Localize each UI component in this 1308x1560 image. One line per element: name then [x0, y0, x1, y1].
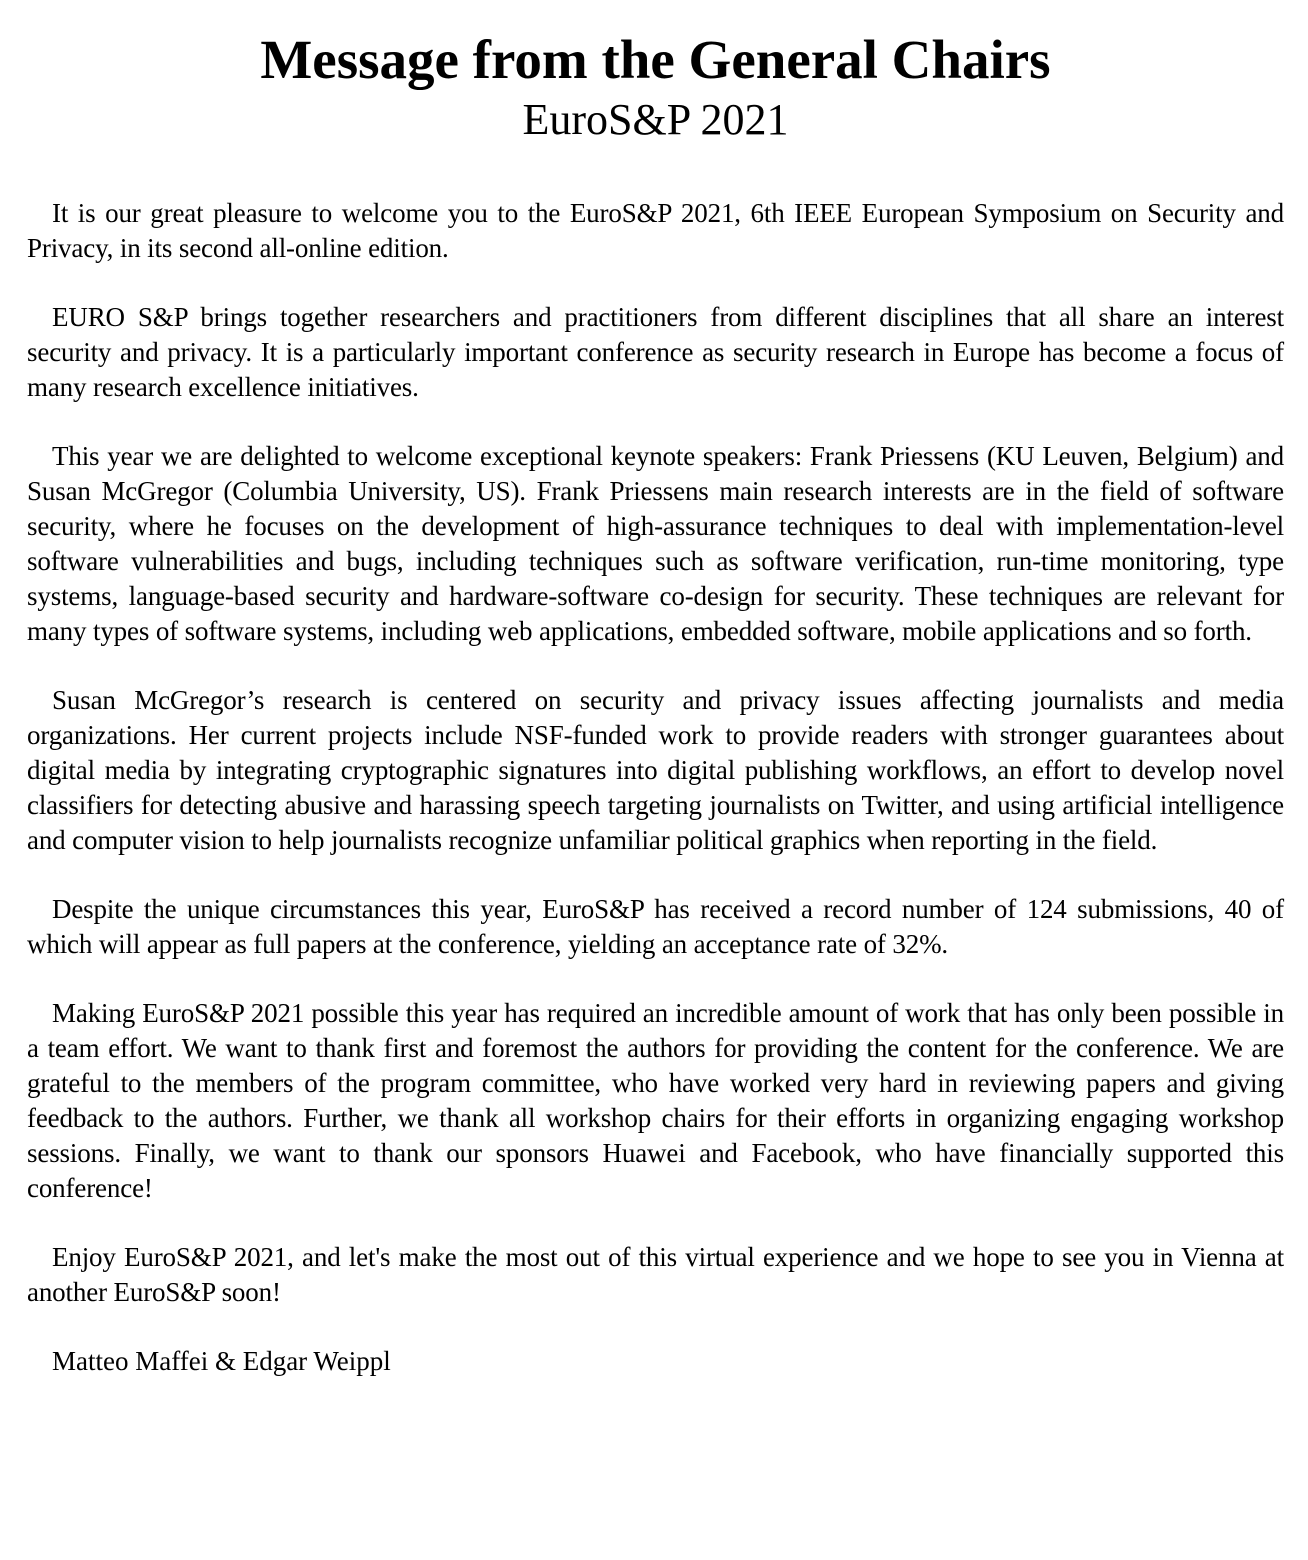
- paragraph-about-conference: EURO S&P brings together researchers and practitioners from different disciplines that all share an interest security and privacy. It is a particularly important conference as security research in Europe has become a focus of many research excellence initiatives.: [27, 302, 1284, 402]
- paragraph-keynote-priessens: This year we are delighted to welcome exceptional keynote speakers: Frank Priessens (KU Leuven, Belgium) and Susan McGregor (Columbia University, US). Frank Priessens main research interests are in the field of software security, where he focuses on the development of high-assurance techniques to deal with implementation-level software vulnerabilities and bugs, including techniques such as software verification, run-time monitoring, type systems, language-based security and hardware-software co-design for security. These techniques are relevant for many types of software systems, including web applications, embedded software, mobile applications and so forth.: [27, 441, 1284, 646]
- paragraph-keynote-mcgregor: Susan McGregor’s research is centered on security and privacy issues affecting journalists and media organizations. Her current projects include NSF-funded work to provide readers with stronger guarantees about digital media by integrating cryptographic signatures into digital publishing workflows, an effort to develop novel classifiers for detecting abusive and harassing speech targeting journalists on Twitter, and using artificial intelligence and computer vision to help journalists recognize unfamiliar political graphics when reporting in the field.: [27, 685, 1284, 855]
- paragraph-submissions: Despite the unique circumstances this year, EuroS&P has received a record number of 124 submissions, 40 of which will appear as full papers at the conference, yielding an acceptance rate of 32%.: [27, 894, 1284, 959]
- paragraph-welcome: It is our great pleasure to welcome you to the EuroS&P 2021, 6th IEEE European Symposium on Security and Privacy, in its second all-online edition.: [27, 198, 1284, 263]
- signature: Matteo Maffei & Edgar Weippl: [52, 1346, 391, 1376]
- paragraph-closing: Enjoy EuroS&P 2021, and let's make the most out of this virtual experience and we hope to see you in Vienna at another EuroS&P soon!: [27, 1242, 1284, 1307]
- paragraph-acknowledgements: Making EuroS&P 2021 possible this year has required an incredible amount of work that has only been possible in a team effort. We want to thank first and foremost the authors for providing the content for the conference. We are grateful to the members of the program committee, who have worked very hard in reviewing papers and giving feedback to the authors. Further, we thank all workshop chairs for their efforts in organizing engaging workshop sessions. Finally, we want to thank our sponsors Huawei and Facebook, who have financially supported this conference!: [27, 998, 1284, 1203]
- page-title: Message from the General Chairs: [260, 29, 1051, 90]
- message-body: [27, 196, 1284, 1379]
- page-subtitle: EuroS&P 2021: [522, 95, 789, 144]
